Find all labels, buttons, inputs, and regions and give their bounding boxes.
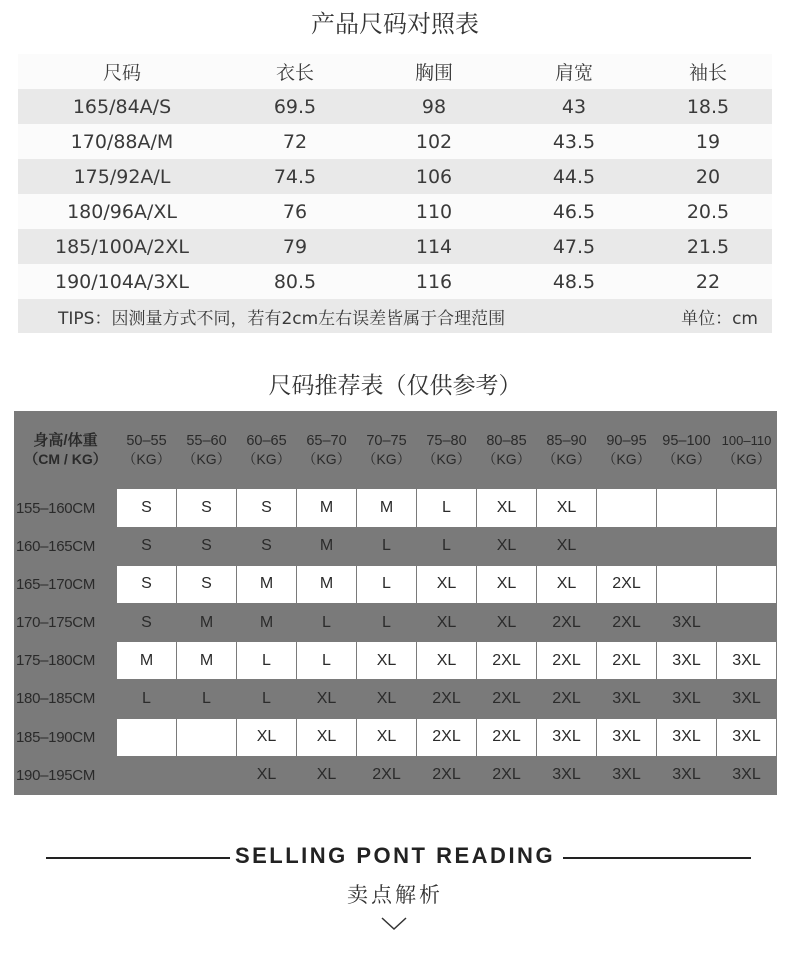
weight-range: 95–100 xyxy=(662,433,711,450)
cell: 46.5 xyxy=(504,194,644,229)
recommendation-row xyxy=(15,528,776,565)
size-cell: XL xyxy=(477,604,536,641)
size-cell: XL xyxy=(357,642,416,679)
header-sleeve: 袖长 xyxy=(644,54,772,89)
size-cell: 3XL xyxy=(597,719,656,756)
size-cell: 2XL xyxy=(417,757,476,794)
size-cell: L xyxy=(297,642,356,679)
size-cell xyxy=(117,757,176,794)
selling-point-subtitle: 卖点解析 xyxy=(347,883,443,907)
size-cell: M xyxy=(357,489,416,526)
cell: 76 xyxy=(226,194,364,229)
cell: 175/92A/L xyxy=(18,159,226,194)
weight-range: 50–55 xyxy=(126,433,167,450)
size-cell xyxy=(597,528,656,565)
size-cell: XL xyxy=(537,489,596,526)
size-cell: XL xyxy=(237,757,296,794)
cell: 22 xyxy=(644,264,772,299)
weight-range: 100–110 xyxy=(721,433,772,449)
weight-unit: （KG） xyxy=(302,451,351,468)
size-cell: XL xyxy=(477,489,536,526)
size-cell: 2XL xyxy=(597,566,656,603)
cell: 114 xyxy=(364,229,504,264)
recommendation-table-wrap xyxy=(14,411,777,795)
size-cell: L xyxy=(177,680,236,717)
weight-unit: （KG） xyxy=(422,451,471,468)
weight-range: 75–80 xyxy=(426,433,467,450)
cell: 69.5 xyxy=(226,89,364,124)
size-cell: 2XL xyxy=(537,642,596,679)
weight-unit: （KG） xyxy=(482,451,531,468)
size-cell: M xyxy=(237,566,296,603)
size-cell: 2XL xyxy=(477,719,536,756)
size-cell xyxy=(717,489,776,526)
corner-unit: （CM / KG） xyxy=(24,451,107,468)
size-cell: 3XL xyxy=(597,757,656,794)
recommendation-row xyxy=(15,719,776,756)
size-cell: S xyxy=(237,489,296,526)
weight-header xyxy=(717,412,776,488)
selling-point-title: SELLING PONT READING xyxy=(234,843,556,868)
size-cell: 3XL xyxy=(657,757,716,794)
size-cell: XL xyxy=(417,604,476,641)
size-cell: 2XL xyxy=(537,680,596,717)
weight-range: 85–90 xyxy=(546,433,587,450)
weight-header xyxy=(597,412,656,488)
recommendation-table xyxy=(14,411,777,795)
size-cell: 3XL xyxy=(717,719,776,756)
weight-header xyxy=(177,412,236,488)
size-cell: L xyxy=(357,566,416,603)
cell: 190/104A/3XL xyxy=(18,264,226,299)
size-chart-row xyxy=(18,159,772,194)
size-cell: S xyxy=(117,489,176,526)
recommendation-row xyxy=(15,642,776,679)
size-chart-table xyxy=(18,54,772,333)
recommendation-title: 尺码推荐表（仅供参考） xyxy=(268,373,522,399)
size-chart-row xyxy=(18,264,772,299)
size-cell: 2XL xyxy=(477,680,536,717)
size-cell: XL xyxy=(537,528,596,565)
size-cell xyxy=(657,566,716,603)
recommendation-row xyxy=(15,680,776,717)
weight-unit: （KG） xyxy=(542,451,591,468)
size-cell: 2XL xyxy=(477,642,536,679)
size-cell: M xyxy=(297,528,356,565)
tips-row xyxy=(18,299,772,333)
header-chest: 胸围 xyxy=(364,54,504,89)
height-label: 185–190CM xyxy=(15,719,116,756)
weight-range: 70–75 xyxy=(366,433,407,450)
weight-unit: （KG） xyxy=(122,451,171,468)
size-cell: 3XL xyxy=(597,680,656,717)
height-label: 155–160CM xyxy=(15,489,116,526)
size-cell: XL xyxy=(357,680,416,717)
weight-header xyxy=(537,412,596,488)
recommendation-row xyxy=(15,757,776,794)
size-cell: L xyxy=(117,680,176,717)
size-cell: 2XL xyxy=(417,680,476,717)
size-cell: M xyxy=(297,566,356,603)
size-cell: 2XL xyxy=(357,757,416,794)
cell: 18.5 xyxy=(644,89,772,124)
size-cell: XL xyxy=(237,719,296,756)
cell: 102 xyxy=(364,124,504,159)
corner-header xyxy=(15,412,116,488)
corner-label: 身高/体重 xyxy=(33,432,98,450)
size-cell: S xyxy=(117,566,176,603)
size-cell: M xyxy=(117,642,176,679)
size-cell: L xyxy=(357,604,416,641)
cell: 180/96A/XL xyxy=(18,194,226,229)
weight-header xyxy=(297,412,356,488)
size-cell: L xyxy=(237,680,296,717)
weight-header xyxy=(477,412,536,488)
size-cell: M xyxy=(237,604,296,641)
size-chart-title: 产品尺码对照表 xyxy=(311,10,479,38)
size-cell: M xyxy=(177,604,236,641)
cell: 20 xyxy=(644,159,772,194)
size-cell: 3XL xyxy=(537,757,596,794)
cell: 170/88A/M xyxy=(18,124,226,159)
weight-header xyxy=(237,412,296,488)
size-chart-row xyxy=(18,89,772,124)
size-cell: S xyxy=(237,528,296,565)
size-cell: L xyxy=(237,642,296,679)
weight-range: 90–95 xyxy=(606,433,647,450)
size-cell: 3XL xyxy=(717,642,776,679)
size-cell xyxy=(117,719,176,756)
cell: 185/100A/2XL xyxy=(18,229,226,264)
size-cell: 3XL xyxy=(717,680,776,717)
size-cell: XL xyxy=(537,566,596,603)
weight-header xyxy=(417,412,476,488)
size-chart-row xyxy=(18,194,772,229)
size-cell: 2XL xyxy=(597,642,656,679)
size-cell: 3XL xyxy=(537,719,596,756)
weight-unit: （KG） xyxy=(362,451,411,468)
size-cell xyxy=(177,757,236,794)
weight-header xyxy=(117,412,176,488)
size-chart-row xyxy=(18,229,772,264)
size-chart-header-row xyxy=(18,54,772,89)
cell: 47.5 xyxy=(504,229,644,264)
size-cell: XL xyxy=(297,757,356,794)
size-cell: 3XL xyxy=(657,719,716,756)
size-cell: L xyxy=(417,489,476,526)
height-label: 190–195CM xyxy=(15,757,116,794)
cell: 74.5 xyxy=(226,159,364,194)
weight-unit: （KG） xyxy=(722,451,771,468)
cell: 79 xyxy=(226,229,364,264)
weight-unit: （KG） xyxy=(662,451,711,468)
size-chart-row xyxy=(18,124,772,159)
weight-header xyxy=(657,412,716,488)
size-cell: 3XL xyxy=(657,604,716,641)
size-cell: XL xyxy=(477,528,536,565)
size-cell: XL xyxy=(357,719,416,756)
size-cell: S xyxy=(177,528,236,565)
height-label: 180–185CM xyxy=(15,680,116,717)
cell: 72 xyxy=(226,124,364,159)
size-cell: S xyxy=(177,566,236,603)
height-label: 165–170CM xyxy=(15,566,116,603)
size-cell: M xyxy=(177,642,236,679)
weight-range: 60–65 xyxy=(246,433,287,450)
size-cell: S xyxy=(117,528,176,565)
size-cell xyxy=(657,489,716,526)
weight-range: 55–60 xyxy=(186,433,227,450)
header-length: 衣长 xyxy=(226,54,364,89)
size-cell: S xyxy=(177,489,236,526)
weight-range: 80–85 xyxy=(486,433,527,450)
chevron-down-icon xyxy=(381,916,407,936)
size-cell: XL xyxy=(417,566,476,603)
size-cell: XL xyxy=(417,642,476,679)
recommendation-header-row xyxy=(15,412,776,488)
size-cell: L xyxy=(297,604,356,641)
cell: 44.5 xyxy=(504,159,644,194)
header-size: 尺码 xyxy=(18,54,226,89)
size-cell: M xyxy=(297,489,356,526)
size-cell xyxy=(597,489,656,526)
cell: 80.5 xyxy=(226,264,364,299)
size-cell: L xyxy=(417,528,476,565)
size-cell xyxy=(717,528,776,565)
recommendation-row xyxy=(15,604,776,641)
size-cell: 3XL xyxy=(657,680,716,717)
weight-unit: （KG） xyxy=(602,451,651,468)
size-cell: L xyxy=(357,528,416,565)
header-shoulder: 肩宽 xyxy=(504,54,644,89)
cell: 116 xyxy=(364,264,504,299)
size-cell: XL xyxy=(477,566,536,603)
size-cell xyxy=(717,604,776,641)
size-cell xyxy=(717,566,776,603)
weight-unit: （KG） xyxy=(242,451,291,468)
cell: 98 xyxy=(364,89,504,124)
size-cell: S xyxy=(117,604,176,641)
cell: 21.5 xyxy=(644,229,772,264)
size-cell xyxy=(177,719,236,756)
size-cell xyxy=(657,528,716,565)
size-cell: XL xyxy=(297,680,356,717)
cell: 19 xyxy=(644,124,772,159)
height-label: 170–175CM xyxy=(15,604,116,641)
unit-text: 单位：cm xyxy=(644,299,772,333)
height-label: 160–165CM xyxy=(15,528,116,565)
size-cell: 2XL xyxy=(597,604,656,641)
cell: 110 xyxy=(364,194,504,229)
cell: 43 xyxy=(504,89,644,124)
size-cell: 2XL xyxy=(477,757,536,794)
cell: 20.5 xyxy=(644,194,772,229)
size-cell: 3XL xyxy=(717,757,776,794)
cell: 43.5 xyxy=(504,124,644,159)
weight-unit: （KG） xyxy=(182,451,231,468)
size-cell: XL xyxy=(297,719,356,756)
size-cell: 2XL xyxy=(417,719,476,756)
size-cell: 2XL xyxy=(537,604,596,641)
weight-header xyxy=(357,412,416,488)
weight-range: 65–70 xyxy=(306,433,347,450)
height-label: 175–180CM xyxy=(15,642,116,679)
recommendation-row xyxy=(15,566,776,603)
size-cell: 3XL xyxy=(657,642,716,679)
cell: 165/84A/S xyxy=(18,89,226,124)
cell: 106 xyxy=(364,159,504,194)
cell: 48.5 xyxy=(504,264,644,299)
tips-text: TIPS：因测量方式不同，若有2cm左右误差皆属于合理范围 xyxy=(18,299,644,333)
recommendation-row xyxy=(15,489,776,526)
